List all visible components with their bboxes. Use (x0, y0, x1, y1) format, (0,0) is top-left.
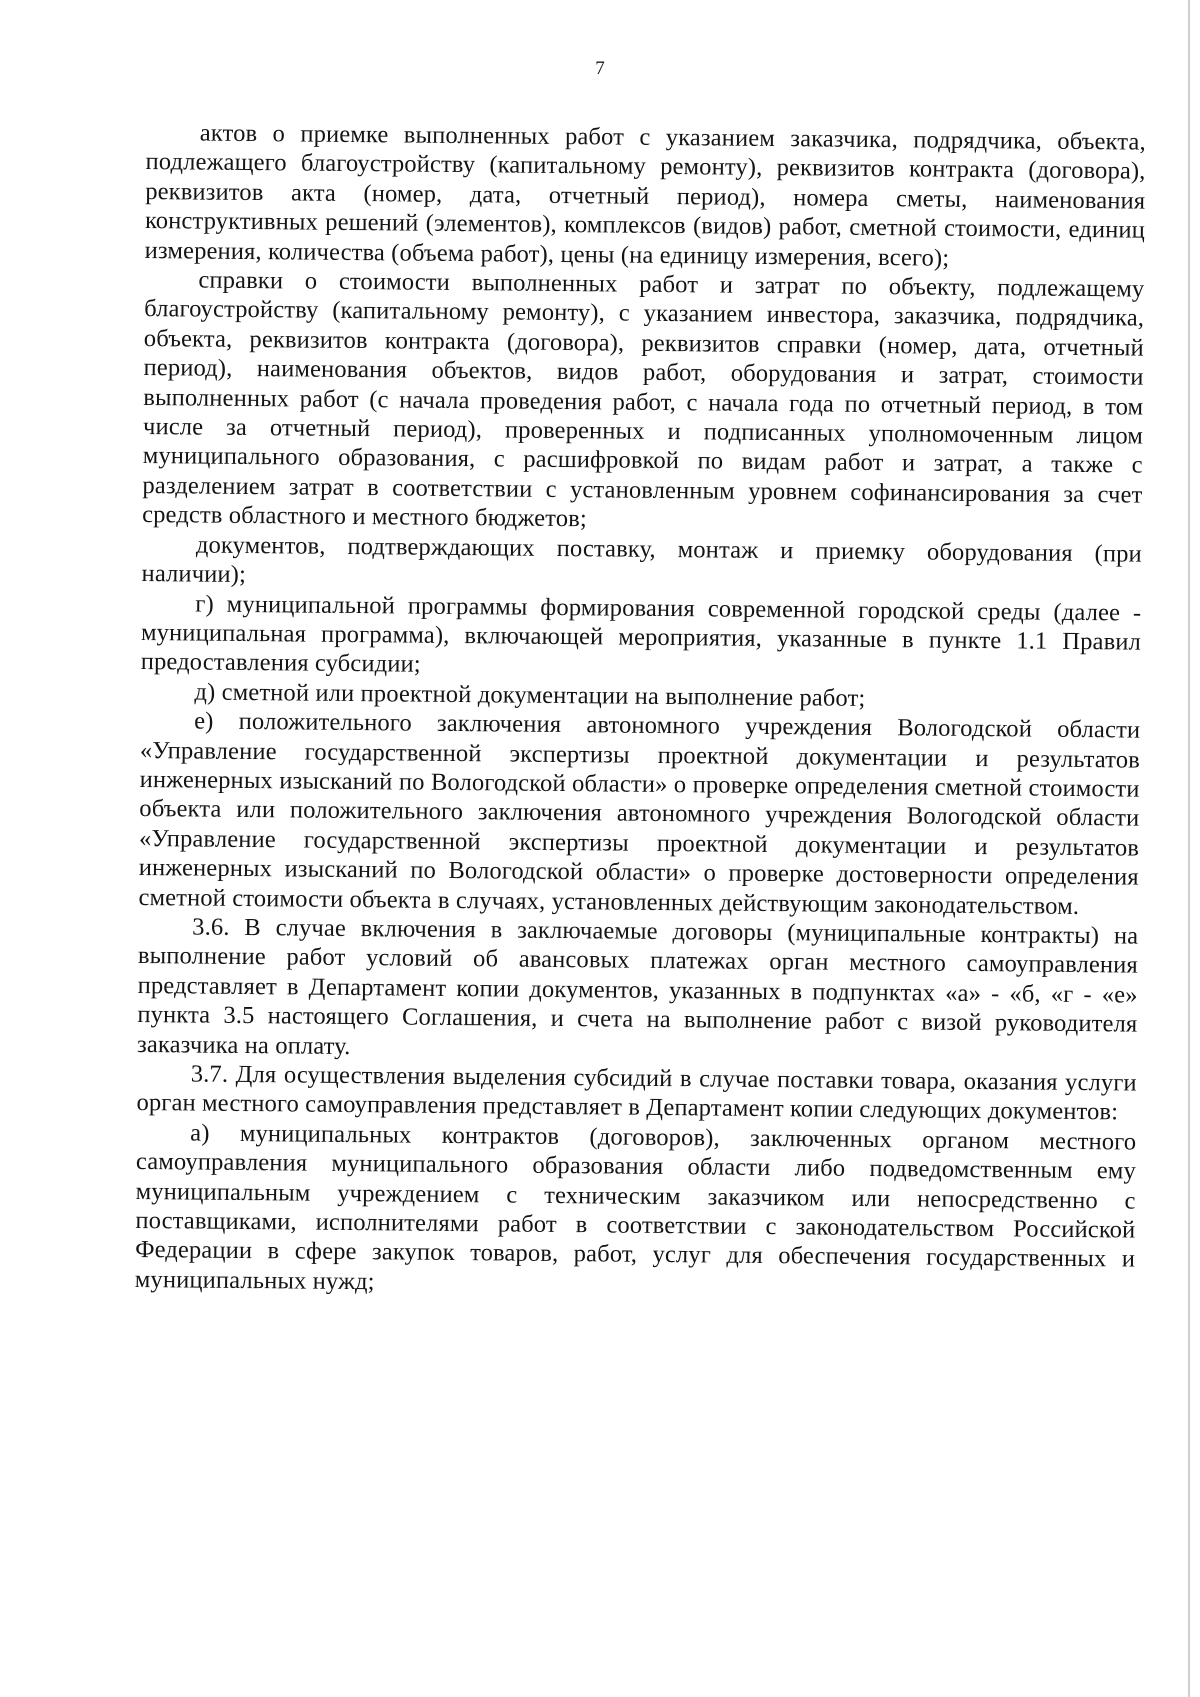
paragraph-item-g-municipal-program: г) муниципальной программы формирования современной городской среды (далее - муниципальная программа), включающей мероприятия, указанные в пункте 1.1 Правил предоставления субсидии; (140, 589, 1142, 678)
paragraph-equipment-documents: документов, подтверждающих поставку, монтаж и приемку оборудования (при наличии); (141, 531, 1142, 589)
paragraph-clause-3-7: 3.7. Для осуществления выделения субсидий в случае поставки товара, оказания услуги орган местного самоуправления представляет в Департамент копии следующих документов: (136, 1060, 1137, 1126)
paragraph-acts-of-acceptance: актов о приемке выполненных работ с указанием заказчика, подрядчика, объекта, подлежащего благоустройству (капитальному ремонту), реквизитов контракта (договора), реквизитов акта (номер, дата, отчетный период), номера сметы, наименования конструктивных решений (элементов), комплексов (видов) работ, сметной стоимости, единиц измерения, количества (объема работ), цены (на единицу измерения, всего); (144, 119, 1146, 272)
document-text (135, 118, 1146, 1304)
paragraph-item-e-expert-conclusion: е) положительного заключения автономного учреждения Вологодской области «Управление государственной экспертизы проектной документации и результатов инженерных изысканий по Вологодской области» о проверке определения сметной стоимости объекта или положительного заключения автономного учреждения Вологодской области «Управление государственной экспертизы проектной документации и результатов инженерных изысканий по Вологодской области» о проверке достоверности определения сметной стоимости объекта в случаях, установленных действующим законодательством. (138, 707, 1141, 920)
paragraph-item-a-municipal-contracts: а) муниципальных контрактов (договоров), заключенных органом местного самоуправления муниципального образования области либо подведомственным ему муниципальным учреждением с техническим заказчиком или непосредственно с поставщиками, исполнителями работ в соответствии с законодательством Российской Федерации в сфере закупок товаров, работ, услуг для обеспечения государственных и муниципальных нужд; (134, 1119, 1137, 1296)
paragraph-cost-certificates: справки о стоимости выполненных работ и затрат по объекту, подлежащему благоустройству (капитальному ремонту), с указанием инвестора, заказчика, подрядчика, объекта, реквизитов контракта (договора), реквизитов справки (номер, дата, отчетный период), наименования объектов, видов работ, оборудования и затрат, стоимости выполненных работ (с начала проведения работ, с начала года по отчетный период, в том числе за отчетный период), проверенных и подписанных уполномоченным лицом муниципального образования, с расшифровкой по видам работ и затрат, а также с разделением затрат в соответствии с установленным уровнем софинансирования за счет средств областного и местного бюджетов; (142, 266, 1145, 533)
page-number: 7 (595, 58, 605, 79)
paragraph-item-d-estimate-documentation: д) сметной или проектной документации на выполнение работ; (194, 678, 866, 712)
paragraph-clause-3-6: 3.6. В случае включения в заключаемые договоры (муниципальные контракты) на выполнение работ условий об авансовых платежах орган местного самоуправления представляет в Департамент копии документов, указанных в подпунктах «а» - «б, «г - «е» пункта 3.5 настоящего Соглашения, и счета на выполнение работ с визой руководителя заказчика на оплату. (136, 913, 1139, 1060)
